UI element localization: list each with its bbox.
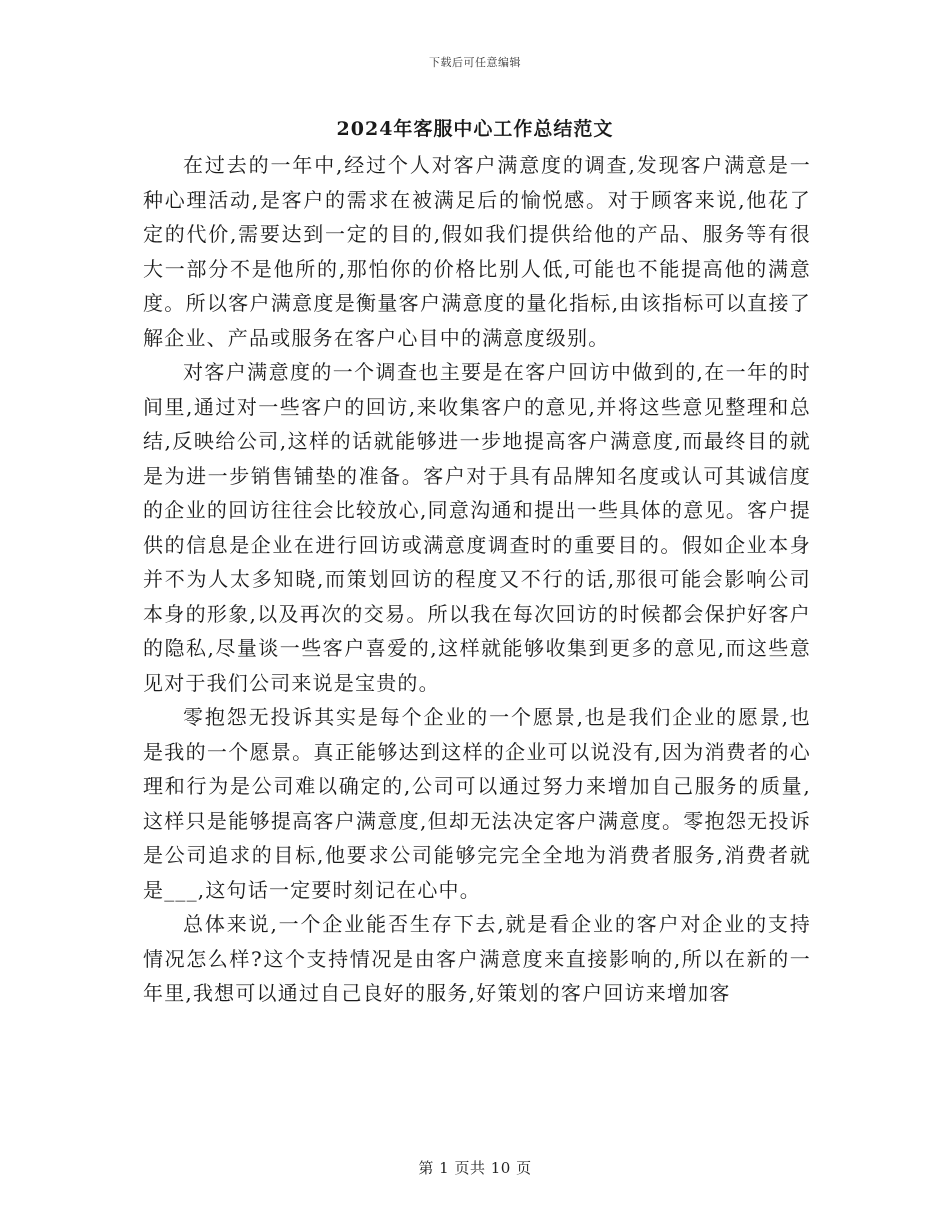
body-paragraph-4: 总体来说,一个企业能否生存下去,就是看企业的客户对企业的支持情况怎么样?这个支持情况是由客户满意度来直接影响的,所以在新的一年里,我想可以通过自己良好的服务,好策划的客户回访来增加客	[143, 912, 811, 1005]
body-paragraph-3: 零抱怨无投诉其实是每个企业的一个愿景,也是我们企业的愿景,也是我的一个愿景。真正能够达到这样的企业可以说没有,因为消费者的心理和行为是公司难以确定的,公司可以通过努力来增加自己服务的质量,这样只是能够提高客户满意度,但却无法决定客户满意度。零抱怨无投诉是公司追求的目标,他要求公司能够完完全全地为消费者服务,消费者就是___,这句话一定要时刻记在心中。	[143, 705, 811, 902]
body-paragraph-1: 在过去的一年中,经过个人对客户满意度的调查,发现客户满意是一种心理活动,是客户的需求在被满足后的愉悦感。对于顾客来说,他花了定的代价,需要达到一定的目的,假如我们提供给他的产品、服务等有很大一部分不是他所的,那怕你的价格比别人低,可能也不能提高他的满意度。所以客户满意度是衡量客户满意度的量化指标,由该指标可以直接了解企业、产品或服务在客户心目中的满意度级别。	[143, 153, 811, 350]
document-title: 2024年客服中心工作总结范文	[336, 118, 614, 140]
page-header-note: 下载后可任意编辑	[429, 56, 521, 69]
page-number-footer: 第 1 页共 10 页	[418, 1159, 532, 1177]
body-paragraph-2: 对客户满意度的一个调查也主要是在客户回访中做到的,在一年的时间里,通过对一些客户的回访,来收集客户的意见,并将这些意见整理和总结,反映给公司,这样的话就能够进一步地提高客户满意度,而最终目的就是为进一步销售铺垫的准备。客户对于具有品牌知名度或认可其诚信度的企业的回访往往会比较放心,同意沟通和提出一些具体的意见。客户提供的信息是企业在进行回访或满意度调查时的重要目的。假如企业本身并不为人太多知晓,而策划回访的程度又不行的话,那很可能会影响公司本身的形象,以及再次的交易。所以我在每次回访的时候都会保护好客户的隐私,尽量谈一些客户喜爱的,这样就能够收集到更多的意见,而这些意见对于我们公司来说是宝贵的。	[143, 360, 811, 695]
document-body	[143, 148, 811, 1011]
